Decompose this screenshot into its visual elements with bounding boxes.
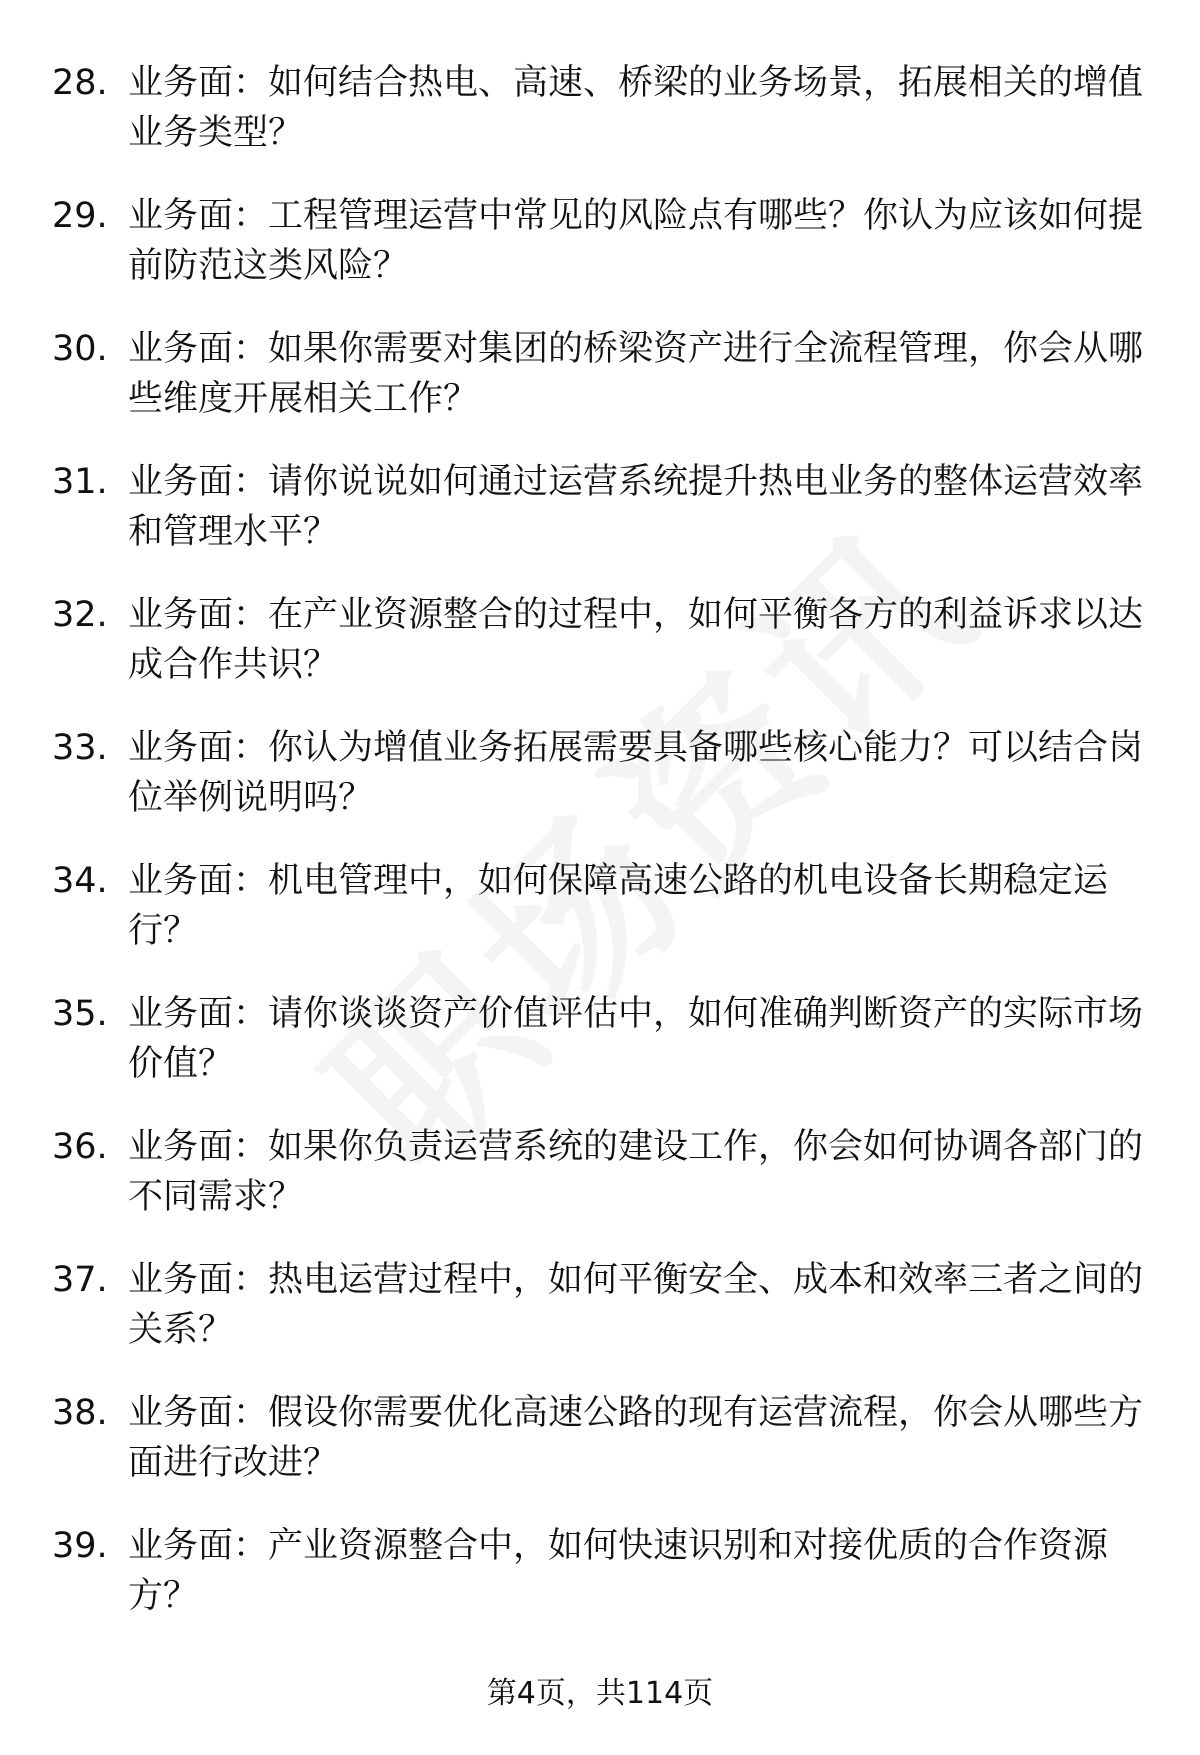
question-item (52, 1255, 1144, 1355)
page-number: 第4页，共114页 (486, 1676, 714, 1711)
question-item (52, 324, 1144, 424)
question-item (52, 856, 1144, 956)
question-item (52, 723, 1144, 823)
question-number: 36. (52, 1127, 108, 1167)
question-number: 31. (52, 462, 108, 502)
question-item (52, 58, 1144, 158)
question-list (52, 58, 1144, 1654)
question-item (52, 1388, 1144, 1488)
question-number: 34. (52, 861, 108, 901)
question-text: 业务面：在产业资源整合的过程中，如何平衡各方的利益诉求以达成合作共识？ (128, 595, 1144, 685)
question-number: 33. (52, 728, 108, 768)
question-item (52, 457, 1144, 557)
question-number: 30. (52, 329, 108, 369)
question-number: 35. (52, 994, 108, 1034)
question-item (52, 590, 1144, 690)
question-number: 38. (52, 1393, 108, 1433)
question-text: 业务面：请你谈谈资产价值评估中，如何准确判断资产的实际市场价值？ (128, 994, 1144, 1084)
question-text: 业务面：如果你负责运营系统的建设工作，你会如何协调各部门的不同需求？ (128, 1127, 1144, 1217)
question-item (52, 191, 1144, 291)
question-text: 业务面：热电运营过程中，如何平衡安全、成本和效率三者之间的关系？ (128, 1260, 1144, 1350)
question-text: 业务面：如果你需要对集团的桥梁资产进行全流程管理，你会从哪些维度开展相关工作？ (128, 329, 1144, 419)
question-item (52, 1521, 1144, 1621)
question-text: 业务面：如何结合热电、高速、桥梁的业务场景，拓展相关的增值业务类型？ (128, 63, 1144, 153)
question-number: 37. (52, 1260, 108, 1300)
question-number: 39. (52, 1526, 108, 1566)
question-number: 28. (52, 63, 108, 103)
question-item (52, 1122, 1144, 1222)
question-text: 业务面：假设你需要优化高速公路的现有运营流程，你会从哪些方面进行改进？ (128, 1393, 1144, 1483)
question-text: 业务面：机电管理中，如何保障高速公路的机电设备长期稳定运行？ (128, 861, 1109, 951)
question-number: 29. (52, 196, 108, 236)
question-text: 业务面：你认为增值业务拓展需要具备哪些核心能力？可以结合岗位举例说明吗？ (128, 728, 1144, 818)
question-text: 业务面：产业资源整合中，如何快速识别和对接优质的合作资源方？ (128, 1526, 1109, 1616)
question-text: 业务面：工程管理运营中常见的风险点有哪些？你认为应该如何提前防范这类风险？ (128, 196, 1144, 286)
question-number: 32. (52, 595, 108, 635)
question-text: 业务面：请你说说如何通过运营系统提升热电业务的整体运营效率和管理水平？ (128, 462, 1144, 552)
question-item (52, 989, 1144, 1089)
